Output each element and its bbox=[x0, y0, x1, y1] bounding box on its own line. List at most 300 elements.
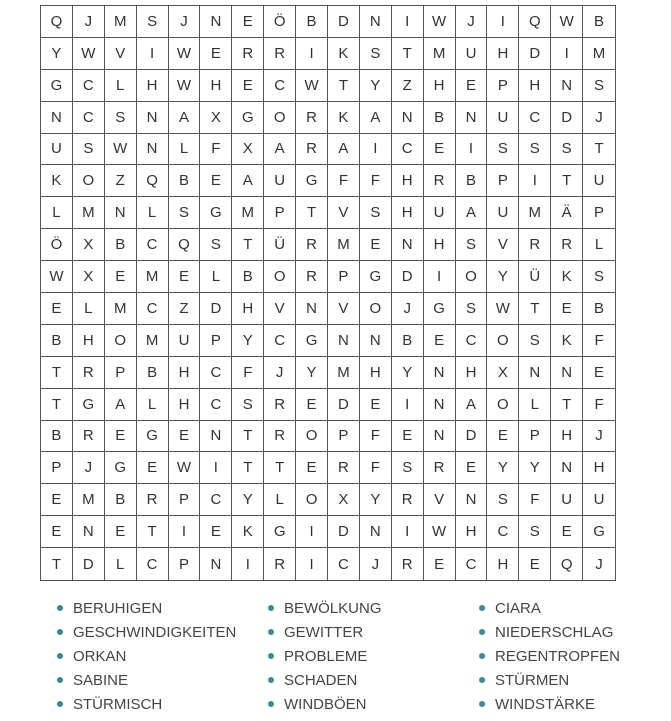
grid-cell[interactable]: S bbox=[456, 293, 488, 325]
grid-cell[interactable]: T bbox=[296, 197, 328, 229]
grid-cell[interactable]: H bbox=[583, 452, 615, 484]
grid-cell[interactable]: U bbox=[424, 197, 456, 229]
grid-cell[interactable]: N bbox=[456, 102, 488, 134]
grid-cell[interactable]: X bbox=[487, 357, 519, 389]
grid-cell[interactable]: D bbox=[328, 516, 360, 548]
grid-cell[interactable]: S bbox=[519, 516, 551, 548]
grid-cell[interactable]: W bbox=[424, 6, 456, 38]
grid-cell[interactable]: B bbox=[169, 165, 201, 197]
grid-cell[interactable]: M bbox=[73, 197, 105, 229]
grid-cell[interactable]: M bbox=[73, 484, 105, 516]
grid-cell[interactable]: I bbox=[487, 6, 519, 38]
grid-cell[interactable]: C bbox=[200, 389, 232, 421]
grid-cell[interactable]: R bbox=[424, 165, 456, 197]
grid-cell[interactable]: H bbox=[392, 197, 424, 229]
grid-cell[interactable]: S bbox=[73, 134, 105, 166]
grid-cell[interactable]: O bbox=[264, 261, 296, 293]
grid-cell[interactable]: N bbox=[519, 357, 551, 389]
grid-cell[interactable]: B bbox=[583, 6, 615, 38]
grid-cell[interactable]: C bbox=[200, 357, 232, 389]
grid-cell[interactable]: H bbox=[456, 357, 488, 389]
grid-cell[interactable]: S bbox=[583, 70, 615, 102]
grid-cell[interactable]: D bbox=[328, 6, 360, 38]
grid-cell[interactable]: R bbox=[73, 421, 105, 453]
grid-cell[interactable]: N bbox=[456, 484, 488, 516]
grid-cell[interactable]: W bbox=[169, 70, 201, 102]
grid-cell[interactable]: F bbox=[360, 421, 392, 453]
grid-cell[interactable]: S bbox=[105, 102, 137, 134]
grid-cell[interactable]: Y bbox=[487, 261, 519, 293]
grid-cell[interactable]: M bbox=[424, 38, 456, 70]
grid-cell[interactable]: Y bbox=[360, 70, 392, 102]
grid-cell[interactable]: Ö bbox=[264, 6, 296, 38]
grid-cell[interactable]: T bbox=[232, 229, 264, 261]
grid-cell[interactable]: O bbox=[456, 261, 488, 293]
grid-cell[interactable]: T bbox=[41, 548, 73, 580]
grid-cell[interactable]: A bbox=[105, 389, 137, 421]
grid-cell[interactable]: K bbox=[41, 165, 73, 197]
grid-cell[interactable]: U bbox=[487, 197, 519, 229]
grid-cell[interactable]: N bbox=[392, 229, 424, 261]
grid-cell[interactable]: N bbox=[137, 102, 169, 134]
grid-cell[interactable]: P bbox=[487, 165, 519, 197]
grid-cell[interactable]: G bbox=[200, 197, 232, 229]
grid-cell[interactable]: R bbox=[392, 548, 424, 580]
grid-cell[interactable]: R bbox=[392, 484, 424, 516]
grid-cell[interactable]: T bbox=[392, 38, 424, 70]
grid-cell[interactable]: O bbox=[73, 165, 105, 197]
grid-cell[interactable]: H bbox=[551, 421, 583, 453]
grid-cell[interactable]: H bbox=[169, 389, 201, 421]
grid-cell[interactable]: X bbox=[73, 229, 105, 261]
grid-cell[interactable]: P bbox=[169, 484, 201, 516]
grid-cell[interactable]: Z bbox=[169, 293, 201, 325]
grid-cell[interactable]: Q bbox=[41, 6, 73, 38]
grid-cell[interactable]: B bbox=[392, 325, 424, 357]
grid-cell[interactable]: I bbox=[392, 6, 424, 38]
grid-cell[interactable]: Ü bbox=[264, 229, 296, 261]
grid-cell[interactable]: N bbox=[200, 6, 232, 38]
grid-cell[interactable]: N bbox=[551, 357, 583, 389]
grid-cell[interactable]: H bbox=[73, 325, 105, 357]
grid-cell[interactable]: H bbox=[424, 229, 456, 261]
grid-cell[interactable]: T bbox=[551, 165, 583, 197]
grid-cell[interactable]: H bbox=[424, 70, 456, 102]
grid-cell[interactable]: U bbox=[456, 38, 488, 70]
grid-cell[interactable]: F bbox=[232, 357, 264, 389]
grid-cell[interactable]: X bbox=[328, 484, 360, 516]
grid-cell[interactable]: C bbox=[519, 102, 551, 134]
grid-cell[interactable]: H bbox=[360, 357, 392, 389]
grid-cell[interactable]: O bbox=[296, 421, 328, 453]
grid-cell[interactable]: K bbox=[232, 516, 264, 548]
grid-cell[interactable]: T bbox=[328, 70, 360, 102]
grid-cell[interactable]: E bbox=[41, 293, 73, 325]
grid-cell[interactable]: B bbox=[105, 229, 137, 261]
grid-cell[interactable]: I bbox=[551, 38, 583, 70]
grid-cell[interactable]: A bbox=[232, 165, 264, 197]
grid-cell[interactable]: L bbox=[583, 229, 615, 261]
grid-cell[interactable]: C bbox=[137, 548, 169, 580]
grid-cell[interactable]: L bbox=[41, 197, 73, 229]
grid-cell[interactable]: K bbox=[551, 261, 583, 293]
grid-cell[interactable]: R bbox=[328, 452, 360, 484]
grid-cell[interactable]: N bbox=[424, 421, 456, 453]
grid-cell[interactable]: T bbox=[583, 134, 615, 166]
grid-cell[interactable]: E bbox=[41, 516, 73, 548]
grid-cell[interactable]: X bbox=[200, 102, 232, 134]
grid-cell[interactable]: E bbox=[296, 452, 328, 484]
grid-cell[interactable]: G bbox=[583, 516, 615, 548]
grid-cell[interactable]: Q bbox=[519, 6, 551, 38]
grid-cell[interactable]: L bbox=[264, 484, 296, 516]
grid-cell[interactable]: I bbox=[296, 548, 328, 580]
grid-cell[interactable]: U bbox=[169, 325, 201, 357]
grid-cell[interactable]: F bbox=[328, 165, 360, 197]
grid-cell[interactable]: Q bbox=[551, 548, 583, 580]
grid-cell[interactable]: N bbox=[360, 516, 392, 548]
grid-cell[interactable]: H bbox=[487, 38, 519, 70]
grid-cell[interactable]: F bbox=[583, 325, 615, 357]
grid-cell[interactable]: W bbox=[73, 38, 105, 70]
grid-cell[interactable]: C bbox=[456, 548, 488, 580]
grid-cell[interactable]: B bbox=[424, 102, 456, 134]
grid-cell[interactable]: C bbox=[73, 70, 105, 102]
grid-cell[interactable]: C bbox=[137, 229, 169, 261]
grid-cell[interactable]: E bbox=[519, 548, 551, 580]
grid-cell[interactable]: H bbox=[137, 70, 169, 102]
grid-cell[interactable]: I bbox=[456, 134, 488, 166]
grid-cell[interactable]: F bbox=[360, 165, 392, 197]
grid-cell[interactable]: H bbox=[200, 70, 232, 102]
grid-cell[interactable]: Y bbox=[487, 452, 519, 484]
grid-cell[interactable]: E bbox=[296, 389, 328, 421]
grid-cell[interactable]: S bbox=[360, 38, 392, 70]
grid-cell[interactable]: F bbox=[583, 389, 615, 421]
grid-cell[interactable]: P bbox=[328, 261, 360, 293]
grid-cell[interactable]: E bbox=[456, 70, 488, 102]
grid-cell[interactable]: J bbox=[169, 6, 201, 38]
grid-cell[interactable]: L bbox=[169, 134, 201, 166]
grid-cell[interactable]: I bbox=[392, 389, 424, 421]
grid-cell[interactable]: N bbox=[41, 102, 73, 134]
grid-cell[interactable]: P bbox=[169, 548, 201, 580]
grid-cell[interactable]: G bbox=[73, 389, 105, 421]
grid-cell[interactable]: T bbox=[232, 452, 264, 484]
grid-cell[interactable]: W bbox=[169, 452, 201, 484]
grid-cell[interactable]: E bbox=[424, 548, 456, 580]
grid-cell[interactable]: W bbox=[487, 293, 519, 325]
grid-cell[interactable]: N bbox=[105, 197, 137, 229]
grid-cell[interactable]: E bbox=[200, 516, 232, 548]
grid-cell[interactable]: J bbox=[583, 421, 615, 453]
grid-cell[interactable]: E bbox=[105, 516, 137, 548]
grid-cell[interactable]: E bbox=[200, 38, 232, 70]
grid-cell[interactable]: J bbox=[595, 555, 603, 573]
grid-cell[interactable]: P bbox=[200, 325, 232, 357]
grid-cell[interactable]: G bbox=[232, 102, 264, 134]
grid-cell[interactable]: T bbox=[519, 293, 551, 325]
grid-cell[interactable]: H bbox=[232, 293, 264, 325]
grid-cell[interactable]: D bbox=[551, 102, 583, 134]
grid-cell[interactable]: S bbox=[487, 134, 519, 166]
grid-cell[interactable]: R bbox=[137, 484, 169, 516]
grid-cell[interactable]: B bbox=[105, 484, 137, 516]
grid-cell[interactable]: Y bbox=[296, 357, 328, 389]
grid-cell[interactable]: A bbox=[169, 102, 201, 134]
grid-cell[interactable]: Ä bbox=[551, 197, 583, 229]
grid-cell[interactable]: U bbox=[583, 165, 615, 197]
grid-cell[interactable]: D bbox=[519, 38, 551, 70]
grid-cell[interactable]: O bbox=[487, 325, 519, 357]
grid-cell[interactable]: D bbox=[392, 261, 424, 293]
grid-cell[interactable]: R bbox=[551, 229, 583, 261]
grid-cell[interactable]: Ö bbox=[41, 229, 73, 261]
grid-cell[interactable]: B bbox=[41, 325, 73, 357]
grid-cell[interactable]: S bbox=[456, 229, 488, 261]
grid-cell[interactable]: O bbox=[487, 389, 519, 421]
grid-cell[interactable]: Y bbox=[392, 357, 424, 389]
grid-cell[interactable]: R bbox=[73, 357, 105, 389]
grid-cell[interactable]: I bbox=[169, 516, 201, 548]
grid-cell[interactable]: G bbox=[264, 516, 296, 548]
grid-cell[interactable]: P bbox=[583, 197, 615, 229]
grid-cell[interactable]: C bbox=[137, 293, 169, 325]
grid-cell[interactable]: M bbox=[232, 197, 264, 229]
grid-cell[interactable]: V bbox=[424, 484, 456, 516]
grid-cell[interactable]: J bbox=[264, 357, 296, 389]
grid-cell[interactable]: H bbox=[519, 70, 551, 102]
grid-cell[interactable]: T bbox=[41, 357, 73, 389]
grid-cell[interactable]: Y bbox=[232, 484, 264, 516]
grid-cell[interactable]: V bbox=[328, 293, 360, 325]
grid-cell[interactable]: O bbox=[360, 293, 392, 325]
grid-cell[interactable]: V bbox=[487, 229, 519, 261]
grid-cell[interactable]: F bbox=[200, 134, 232, 166]
grid-cell[interactable]: W bbox=[424, 516, 456, 548]
grid-cell[interactable]: I bbox=[200, 452, 232, 484]
grid-cell[interactable]: A bbox=[456, 197, 488, 229]
grid-cell[interactable]: S bbox=[392, 452, 424, 484]
grid-cell[interactable]: S bbox=[232, 389, 264, 421]
grid-cell[interactable]: R bbox=[519, 229, 551, 261]
grid-cell[interactable]: N bbox=[200, 421, 232, 453]
grid-cell[interactable]: E bbox=[41, 484, 73, 516]
grid-cell[interactable]: J bbox=[73, 452, 105, 484]
grid-cell[interactable]: H bbox=[487, 548, 519, 580]
grid-cell[interactable]: U bbox=[41, 134, 73, 166]
grid-cell[interactable]: T bbox=[551, 389, 583, 421]
grid-cell[interactable]: K bbox=[328, 38, 360, 70]
grid-cell[interactable]: S bbox=[487, 484, 519, 516]
grid-cell[interactable]: I bbox=[137, 38, 169, 70]
grid-cell[interactable]: W bbox=[169, 38, 201, 70]
grid-cell[interactable]: G bbox=[296, 165, 328, 197]
grid-cell[interactable]: G bbox=[41, 70, 73, 102]
grid-cell[interactable]: U bbox=[264, 165, 296, 197]
grid-cell[interactable]: N bbox=[392, 102, 424, 134]
grid-cell[interactable]: E bbox=[137, 452, 169, 484]
grid-cell[interactable]: M bbox=[328, 229, 360, 261]
grid-cell[interactable]: J bbox=[360, 548, 392, 580]
grid-cell[interactable]: L bbox=[137, 389, 169, 421]
grid-cell[interactable]: I bbox=[296, 38, 328, 70]
grid-cell[interactable]: Z bbox=[392, 70, 424, 102]
grid-cell[interactable]: I bbox=[424, 261, 456, 293]
grid-cell[interactable]: N bbox=[360, 325, 392, 357]
grid-cell[interactable]: M bbox=[105, 6, 137, 38]
grid-cell[interactable]: M bbox=[519, 197, 551, 229]
grid-cell[interactable]: N bbox=[551, 70, 583, 102]
grid-cell[interactable]: G bbox=[360, 261, 392, 293]
grid-cell[interactable]: J bbox=[392, 293, 424, 325]
grid-cell[interactable]: X bbox=[73, 261, 105, 293]
grid-cell[interactable]: H bbox=[169, 357, 201, 389]
grid-cell[interactable]: C bbox=[264, 325, 296, 357]
grid-cell[interactable]: O bbox=[296, 484, 328, 516]
grid-cell[interactable]: L bbox=[73, 293, 105, 325]
grid-cell[interactable]: F bbox=[519, 484, 551, 516]
grid-cell[interactable]: W bbox=[105, 134, 137, 166]
grid-cell[interactable]: D bbox=[328, 389, 360, 421]
grid-cell[interactable]: C bbox=[73, 102, 105, 134]
grid-cell[interactable]: C bbox=[200, 484, 232, 516]
grid-cell[interactable]: M bbox=[137, 325, 169, 357]
grid-cell[interactable]: U bbox=[583, 484, 615, 516]
grid-cell[interactable]: D bbox=[73, 548, 105, 580]
grid-cell[interactable]: B bbox=[583, 293, 615, 325]
grid-cell[interactable]: Y bbox=[232, 325, 264, 357]
grid-cell[interactable]: K bbox=[551, 325, 583, 357]
grid-cell[interactable]: Q bbox=[137, 165, 169, 197]
grid-cell[interactable]: Y bbox=[519, 452, 551, 484]
grid-cell[interactable]: N bbox=[328, 325, 360, 357]
grid-cell[interactable]: G bbox=[105, 452, 137, 484]
grid-cell[interactable]: F bbox=[360, 452, 392, 484]
grid-cell[interactable]: P bbox=[264, 197, 296, 229]
grid-cell[interactable]: E bbox=[105, 421, 137, 453]
grid-cell[interactable]: N bbox=[551, 452, 583, 484]
grid-cell[interactable]: I bbox=[360, 134, 392, 166]
grid-cell[interactable]: E bbox=[392, 421, 424, 453]
grid-cell[interactable]: M bbox=[583, 38, 615, 70]
grid-cell[interactable]: X bbox=[232, 134, 264, 166]
grid-cell[interactable]: V bbox=[105, 38, 137, 70]
grid-cell[interactable]: R bbox=[264, 421, 296, 453]
grid-cell[interactable]: S bbox=[519, 325, 551, 357]
grid-cell[interactable]: W bbox=[296, 70, 328, 102]
grid-cell[interactable]: G bbox=[137, 421, 169, 453]
grid-cell[interactable]: B bbox=[137, 357, 169, 389]
grid-cell[interactable]: N bbox=[73, 516, 105, 548]
grid-cell[interactable]: L bbox=[105, 548, 137, 580]
grid-cell[interactable]: S bbox=[583, 261, 615, 293]
grid-cell[interactable]: A bbox=[264, 134, 296, 166]
grid-cell[interactable]: E bbox=[487, 421, 519, 453]
grid-cell[interactable]: P bbox=[105, 357, 137, 389]
grid-cell[interactable]: S bbox=[519, 134, 551, 166]
grid-cell[interactable]: E bbox=[105, 261, 137, 293]
grid-cell[interactable]: M bbox=[328, 357, 360, 389]
grid-cell[interactable]: Z bbox=[105, 165, 137, 197]
grid-cell[interactable]: N bbox=[137, 134, 169, 166]
grid-cell[interactable]: O bbox=[264, 102, 296, 134]
grid-cell[interactable]: E bbox=[232, 6, 264, 38]
grid-cell[interactable]: N bbox=[424, 357, 456, 389]
grid-cell[interactable]: B bbox=[456, 165, 488, 197]
grid-cell[interactable]: J bbox=[73, 6, 105, 38]
grid-cell[interactable]: A bbox=[456, 389, 488, 421]
grid-cell[interactable]: N bbox=[424, 389, 456, 421]
grid-cell[interactable]: A bbox=[360, 102, 392, 134]
grid-cell[interactable]: L bbox=[105, 70, 137, 102]
grid-cell[interactable]: O bbox=[105, 325, 137, 357]
grid-cell[interactable]: N bbox=[296, 293, 328, 325]
grid-cell[interactable]: T bbox=[41, 389, 73, 421]
grid-cell[interactable]: T bbox=[137, 516, 169, 548]
grid-cell[interactable]: A bbox=[328, 134, 360, 166]
grid-cell[interactable]: N bbox=[200, 548, 232, 580]
grid-cell[interactable]: R bbox=[424, 452, 456, 484]
grid-cell[interactable]: P bbox=[41, 452, 73, 484]
grid-cell[interactable]: G bbox=[424, 293, 456, 325]
grid-cell[interactable]: G bbox=[296, 325, 328, 357]
grid-cell[interactable]: C bbox=[328, 548, 360, 580]
grid-cell[interactable]: W bbox=[41, 261, 73, 293]
grid-cell[interactable]: B bbox=[232, 261, 264, 293]
grid-cell[interactable]: P bbox=[487, 70, 519, 102]
grid-cell[interactable]: E bbox=[200, 165, 232, 197]
grid-cell[interactable]: M bbox=[105, 293, 137, 325]
grid-cell[interactable]: B bbox=[41, 421, 73, 453]
grid-cell[interactable]: S bbox=[200, 229, 232, 261]
grid-cell[interactable]: N bbox=[360, 6, 392, 38]
grid-cell[interactable]: L bbox=[200, 261, 232, 293]
grid-cell[interactable]: Y bbox=[41, 38, 73, 70]
grid-cell[interactable]: C bbox=[487, 516, 519, 548]
grid-cell[interactable]: E bbox=[551, 293, 583, 325]
grid-cell[interactable]: T bbox=[264, 452, 296, 484]
grid-cell[interactable]: I bbox=[392, 516, 424, 548]
grid-cell[interactable]: E bbox=[551, 516, 583, 548]
grid-cell[interactable]: E bbox=[360, 389, 392, 421]
grid-cell[interactable]: E bbox=[583, 357, 615, 389]
grid-cell[interactable]: E bbox=[169, 261, 201, 293]
grid-cell[interactable]: R bbox=[264, 389, 296, 421]
grid-cell[interactable]: R bbox=[232, 38, 264, 70]
grid-cell[interactable]: Y bbox=[360, 484, 392, 516]
grid-cell[interactable]: U bbox=[487, 102, 519, 134]
grid-cell[interactable]: H bbox=[456, 516, 488, 548]
grid-cell[interactable]: S bbox=[137, 6, 169, 38]
grid-cell[interactable]: E bbox=[232, 70, 264, 102]
grid-cell[interactable]: E bbox=[169, 421, 201, 453]
grid-cell[interactable]: R bbox=[264, 38, 296, 70]
grid-cell[interactable]: T bbox=[232, 421, 264, 453]
grid-cell[interactable]: K bbox=[328, 102, 360, 134]
grid-cell[interactable]: S bbox=[551, 134, 583, 166]
grid-cell[interactable]: I bbox=[296, 516, 328, 548]
grid-cell[interactable]: L bbox=[137, 197, 169, 229]
grid-cell[interactable]: D bbox=[200, 293, 232, 325]
grid-cell[interactable]: H bbox=[392, 165, 424, 197]
grid-cell[interactable]: E bbox=[424, 134, 456, 166]
grid-cell[interactable]: R bbox=[296, 229, 328, 261]
grid-cell[interactable]: J bbox=[583, 102, 615, 134]
grid-cell[interactable]: I bbox=[232, 548, 264, 580]
grid-cell[interactable]: R bbox=[296, 134, 328, 166]
grid-cell[interactable]: E bbox=[424, 325, 456, 357]
